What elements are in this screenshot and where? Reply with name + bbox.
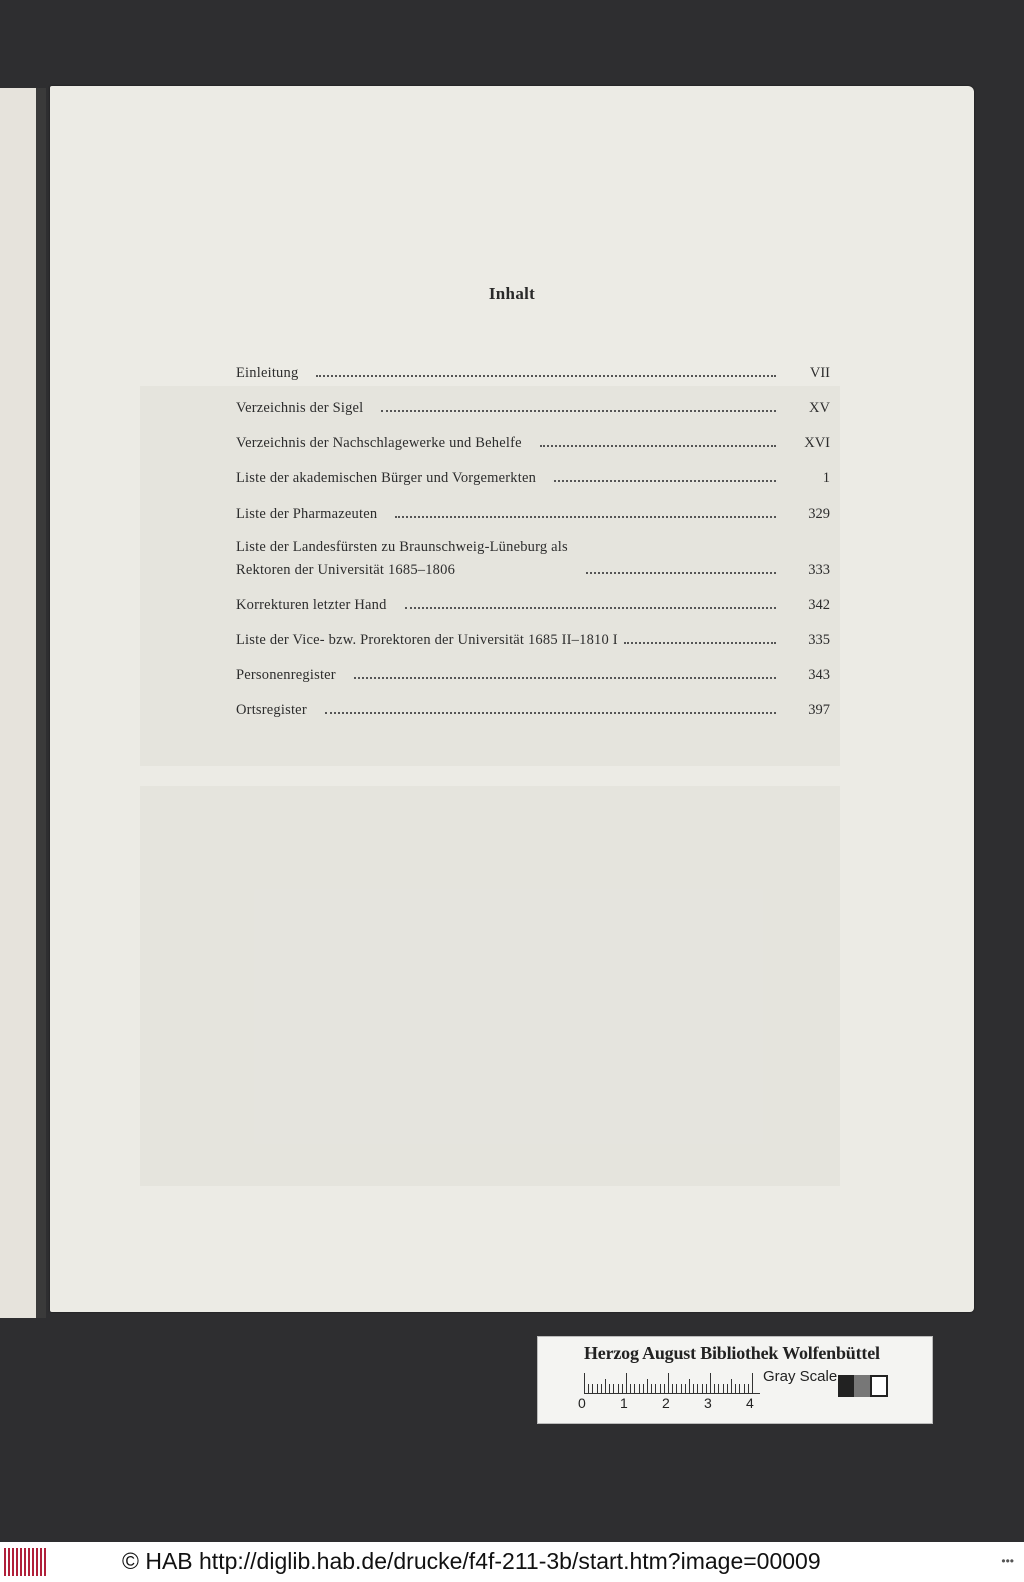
toc-entry-label-block [236, 538, 568, 579]
toc-entry-label: Ortsregister [236, 702, 307, 718]
ruler-tick [634, 1384, 635, 1393]
leader-dots [381, 409, 776, 412]
ruler-tick [676, 1384, 677, 1393]
leader-dots [395, 515, 776, 518]
ruler-tick [605, 1379, 606, 1393]
scale-number: 2 [662, 1395, 670, 1411]
toc-entry-label: Personenregister [236, 667, 336, 683]
ruler-tick [731, 1379, 732, 1393]
book-gutter [36, 88, 46, 1318]
toc-entry-page: 397 [808, 702, 830, 718]
ruler-tick [672, 1384, 673, 1393]
ruler-tick [588, 1384, 589, 1393]
toc-entry-page: 333 [808, 562, 830, 578]
scale-ruler [584, 1373, 760, 1394]
toc-entry [236, 364, 830, 382]
show-through-text [140, 786, 840, 1186]
ruler-tick [647, 1379, 648, 1393]
ruler-tick [685, 1384, 686, 1393]
ruler-tick [748, 1384, 749, 1393]
toc-entry-page: XVI [804, 435, 830, 451]
toc-entry-page: 1 [822, 470, 830, 486]
toc-entry [236, 538, 830, 579]
ruler-tick [613, 1384, 614, 1393]
ruler-tick [714, 1384, 715, 1393]
toc-entry [236, 631, 830, 649]
toc-entry-label: Korrekturen letzter Hand [236, 597, 387, 613]
ruler-tick [618, 1384, 619, 1393]
ruler-tick [601, 1384, 602, 1393]
ruler-tick [702, 1384, 703, 1393]
toc-entry [236, 399, 830, 417]
ruler-tick [693, 1384, 694, 1393]
scale-number: 1 [620, 1395, 628, 1411]
ruler-tick [609, 1384, 610, 1393]
page-title: Inhalt [488, 284, 536, 303]
ruler-tick [622, 1384, 623, 1393]
scale-number: 3 [704, 1395, 712, 1411]
toc-entry-label: Verzeichnis der Nachschlagewerke und Behelfe [236, 435, 522, 451]
toc-entry [236, 434, 830, 452]
ruler-tick [668, 1373, 669, 1393]
toc-entry-label: Einleitung [236, 365, 299, 381]
ruler-tick [597, 1384, 598, 1393]
toc-entry-page: 343 [808, 667, 830, 683]
color-calibration-bar [537, 1336, 933, 1424]
toc-entry-page: 335 [808, 632, 830, 648]
toc-entry-label: Liste der Pharmazeuten [236, 506, 378, 522]
leader-dots [354, 676, 776, 679]
gray-swatch-mid [854, 1375, 870, 1397]
leader-dots [405, 606, 776, 609]
ruler-tick [739, 1384, 740, 1393]
hab-logo-icon [4, 1548, 48, 1576]
toc-entry [236, 469, 830, 487]
ruler-tick [727, 1384, 728, 1393]
leader-dots [316, 374, 776, 377]
leader-dots [554, 479, 776, 482]
toc-entry-label-line1: Liste der Landesfürsten zu Braunschweig-Lüneburg als [236, 539, 568, 555]
ruler-tick [655, 1384, 656, 1393]
toc-entry-label: Verzeichnis der Sigel [236, 400, 364, 416]
scale-number: 4 [746, 1395, 754, 1411]
ruler-tick [592, 1384, 593, 1393]
library-name: Herzog August Bibliothek Wolfenbüttel [584, 1343, 880, 1363]
ruler-tick [681, 1384, 682, 1393]
toc-entry [236, 666, 830, 684]
ruler-tick [689, 1379, 690, 1393]
ruler-tick [735, 1384, 736, 1393]
leader-dots [624, 641, 776, 644]
gray-scale-label: Gray Scale [763, 1368, 838, 1385]
toc-entry [236, 596, 830, 614]
toc-entry-label: Liste der akademischen Bürger und Vorgemerkten [236, 470, 537, 486]
leader-dots [325, 711, 776, 714]
ruler-tick [643, 1384, 644, 1393]
ruler-tick [752, 1373, 753, 1393]
ruler-tick [584, 1373, 585, 1393]
ruler-tick [744, 1384, 745, 1393]
facing-page-edge [0, 88, 40, 1318]
toc-entry-label-line2: Rektoren der Universität 1685–1806 [236, 562, 456, 578]
toc-entry-label: Liste der Vice- bzw. Prorektoren der Universität 1685 II–1810 I [236, 632, 618, 648]
toc-entry [236, 701, 830, 719]
more-icon[interactable]: ••• [1001, 1554, 1014, 1568]
scale-numbers [578, 1395, 778, 1415]
ruler-tick [630, 1384, 631, 1393]
ruler-tick [706, 1384, 707, 1393]
toc-entry-page: VII [809, 365, 830, 381]
ruler-tick [651, 1384, 652, 1393]
ruler-tick [697, 1384, 698, 1393]
ruler-tick [664, 1384, 665, 1393]
scale-number: 0 [578, 1395, 586, 1411]
gray-swatch-white [870, 1375, 888, 1397]
leader-dots [540, 444, 776, 447]
ruler-tick [639, 1384, 640, 1393]
leader-dots [586, 571, 776, 574]
source-url[interactable]: © HAB http://diglib.hab.de/drucke/f4f-211-3b/start.htm?image=00009 [122, 1548, 821, 1574]
ruler-tick [718, 1384, 719, 1393]
ruler-tick [723, 1384, 724, 1393]
toc-entry-page: XV [809, 400, 830, 416]
toc-entry-page: 342 [808, 597, 830, 613]
book-page [50, 86, 974, 1312]
ruler-tick [626, 1373, 627, 1393]
gray-swatch-black [838, 1375, 854, 1397]
ruler-tick [710, 1373, 711, 1393]
toc-entry-page: 329 [808, 506, 830, 522]
ruler-tick [660, 1384, 661, 1393]
footer-bar [0, 1542, 1024, 1582]
toc-entry [236, 505, 830, 523]
